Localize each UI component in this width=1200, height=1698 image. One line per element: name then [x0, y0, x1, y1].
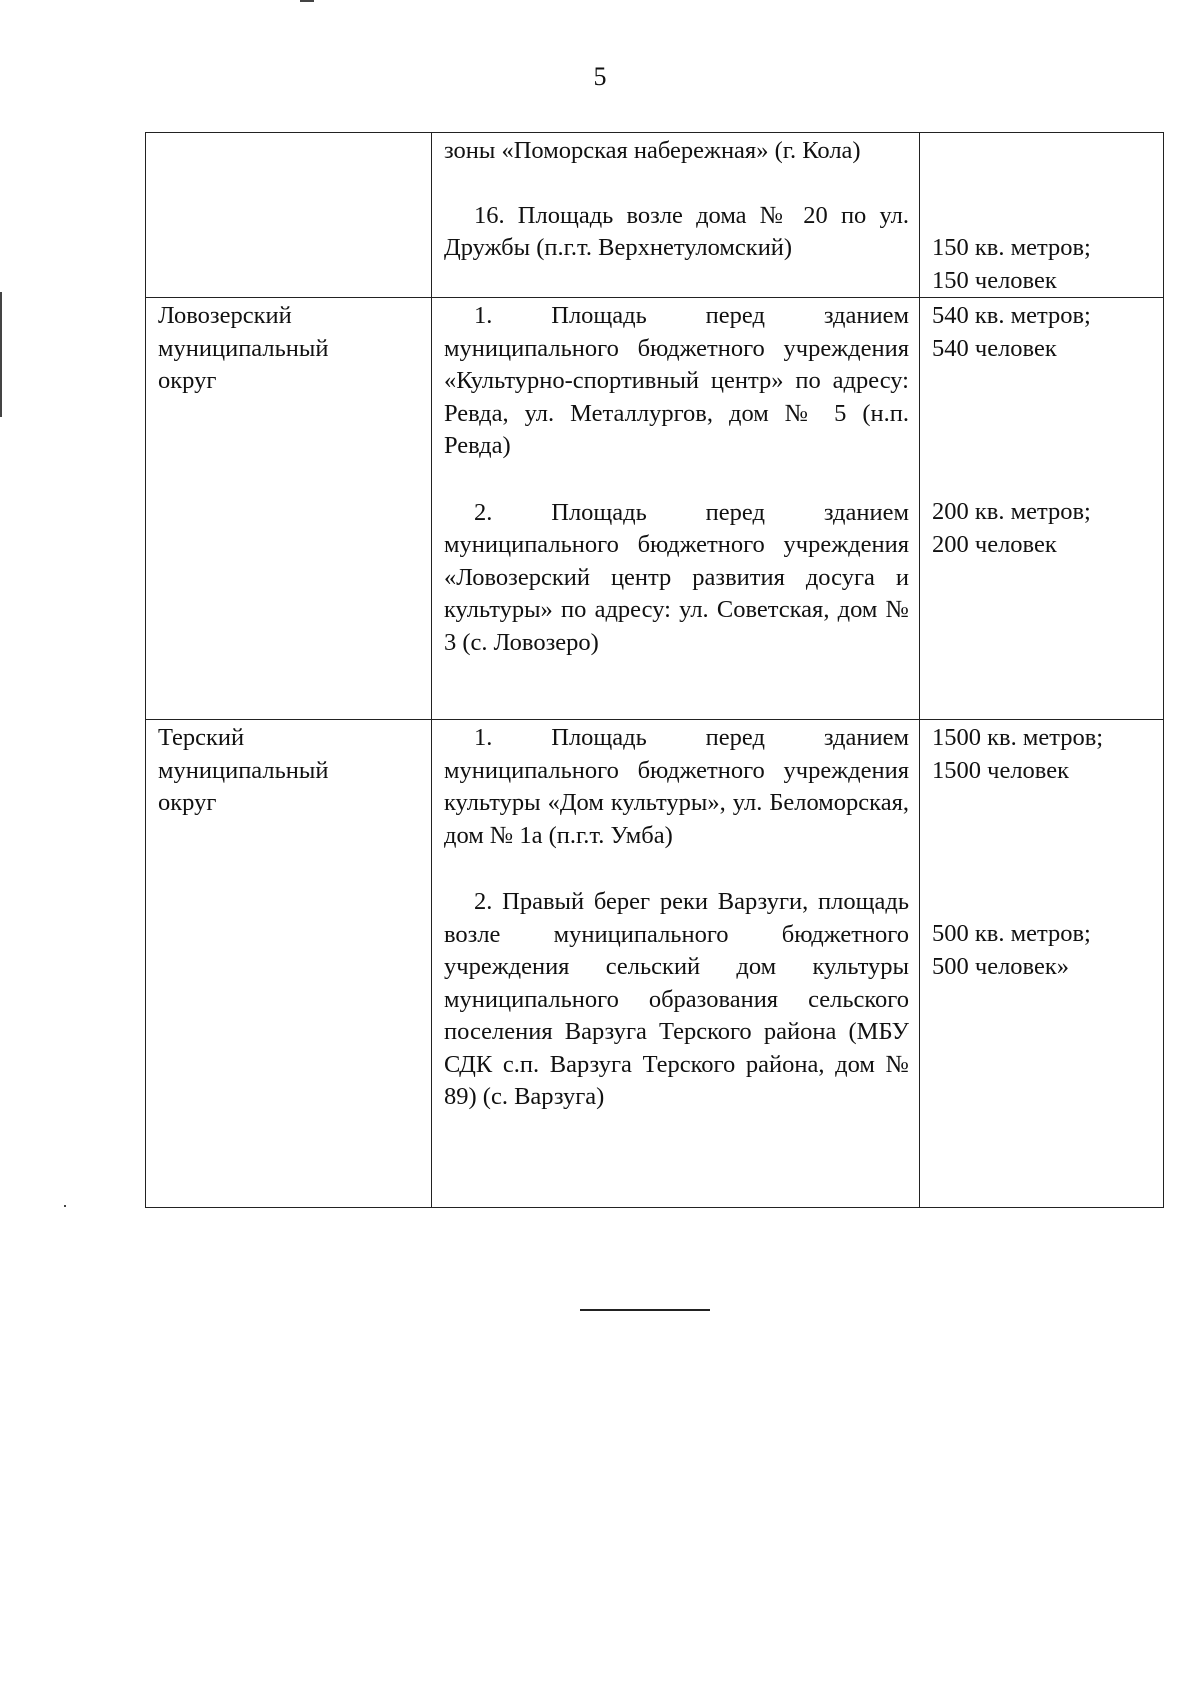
- scan-mark: [0, 292, 2, 417]
- location-cell: [432, 133, 920, 298]
- people-value: 500 человек»: [932, 952, 1069, 980]
- capacity-cell: [920, 720, 1164, 1208]
- area-value: 1500 кв. метров;: [932, 724, 1104, 751]
- capacity-cell: [920, 133, 1164, 298]
- scan-mark: [64, 1205, 66, 1207]
- location-item: 1. Площадь перед зданием муниципального бюджетного учреждения культуры «Дом культуры», ул. Беломорская, дом № 1а (п.г.т. Умба): [444, 724, 909, 849]
- page-number: 5: [593, 62, 607, 91]
- people-value: 200 человек: [932, 530, 1057, 558]
- area-value: 540 кв. метров;: [932, 302, 1091, 329]
- table-row: [146, 298, 1164, 720]
- area-value: 500 кв. метров;: [932, 920, 1091, 947]
- capacity-cell: [920, 298, 1164, 720]
- location-item: 1. Площадь перед зданием муниципального бюджетного учреждения «Культурно-спортивный центр» по адресу: Ревда, ул. Металлургов, дом № 5 (н.п. Ревда): [444, 302, 909, 459]
- area-value: 150 кв. метров;: [932, 234, 1091, 261]
- district-cell: [146, 133, 432, 298]
- people-value: 540 человек: [932, 334, 1057, 362]
- table-row: [146, 133, 1164, 298]
- area-value: 200 кв. метров;: [932, 498, 1091, 525]
- location-item: 16. Площадь возле дома № 20 по ул. Дружбы (п.г.т. Верхнетуломский): [444, 201, 909, 261]
- location-cell: [432, 298, 920, 720]
- scan-mark: [300, 0, 314, 2]
- end-separator-line: [580, 1309, 710, 1311]
- table-row: [146, 720, 1164, 1208]
- location-item: 2. Площадь перед зданием муниципального бюджетного учреждения «Ловозерский центр развития досуга и культуры» по адресу: ул. Советская, дом № 3 (с. Ловозеро): [444, 498, 909, 656]
- location-item: 2. Правый берег реки Варзуги, площадь возле муниципального бюджетного учреждения сельский дом культуры муниципального образования сельского поселения Варзуга Терского района (МБУ СДК с.п. Варзуга Терского района, дом № 89) (с. Варзуга): [444, 888, 909, 1110]
- location-item: зоны «Поморская набережная» (г. Кола): [444, 137, 861, 164]
- district-cell: [146, 720, 432, 1208]
- locations-table: [145, 132, 1164, 1208]
- location-cell: [432, 720, 920, 1208]
- district-name: Ловозерский муниципальный округ: [158, 302, 329, 394]
- people-value: 150 человек: [932, 266, 1057, 294]
- people-value: 1500 человек: [932, 756, 1069, 784]
- district-name: Терский муниципальный округ: [158, 724, 329, 816]
- district-cell: [146, 298, 432, 720]
